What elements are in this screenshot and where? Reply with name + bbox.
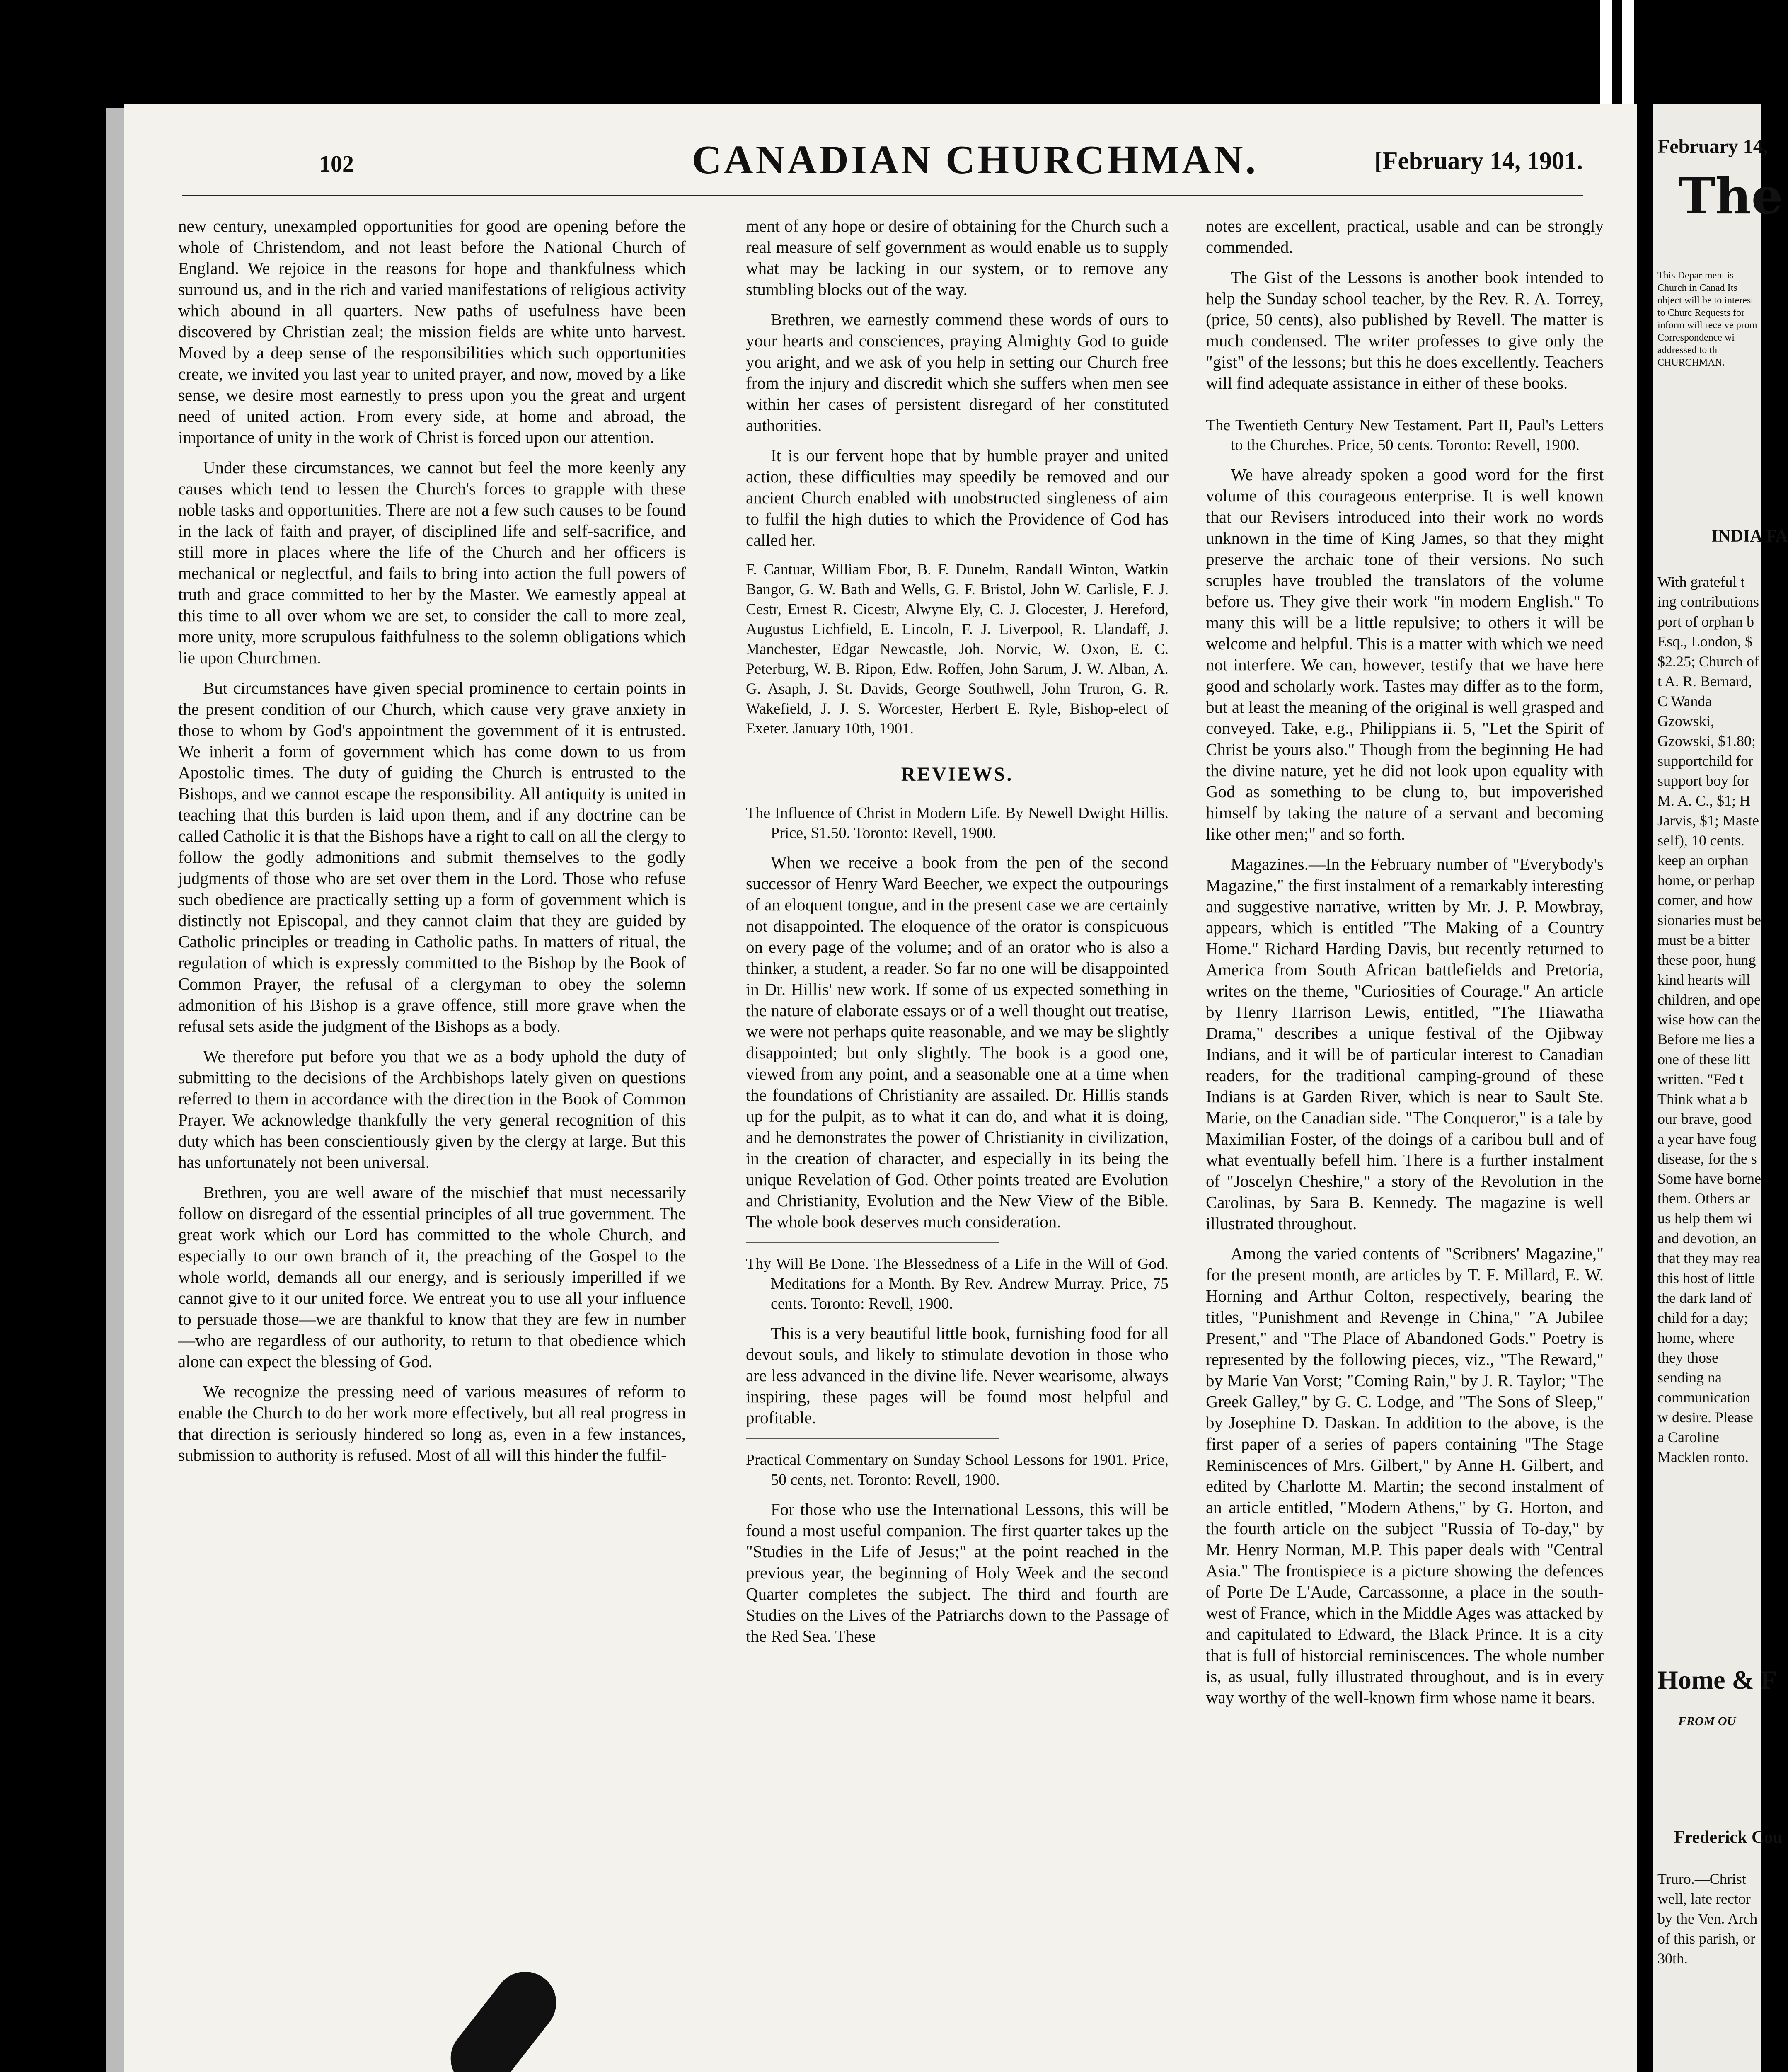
department-notice: This Department is Church in Canad Its object will be to interest to Churc Requests for inform will receive prom Correspondence wi addressed to th CHURCHMAN. xyxy=(1657,270,1757,368)
adjacent-text: With grateful t ing contributions port of orphan b Esq., London, $ $2.25; Church of t A. R. Bernard, C Wanda Gzowski, Gzowski, $1.80; supportchild for support boy for M. A. C., $1; H Jarvis, $1; Maste self), 10 cents. keep an orphan home, or perhap comer, and how sionaries must be must be a bitter these poor, hung kind hearts will children, and ope wise how can the Before me lies a one of these litt written. "Fed t Think what a b our brave, good a year have foug disease, for the s Some have borne them. Others ar us help them wi and devotion, an that they may rea this host of little the dark land of child for a day; home, where they those sending na communication w desire. Please a Caroline Macklen ronto. xyxy=(1657,574,1761,1465)
review-book-title: The Twentieth Century New Testament. Part II, Paul's Letters to the Churches. Price, 50 cents. Toronto: Revell, 1900. xyxy=(1206,416,1604,454)
paragraph: ment of any hope or desire of obtaining for the Church such a real measure of self government as would enable us to supply what may be lacking in our system, or to remove any stumbling blocks out of the way. xyxy=(746,216,1169,299)
header-date: [February 14, 1901. xyxy=(1374,147,1583,174)
divider xyxy=(746,1242,999,1243)
adjacent-page-title: The xyxy=(1678,167,1783,225)
review-text: When we receive a book from the pen of the second successor of Henry Ward Beecher, we expect the outpourings of an eloquent tongue, and in the present case we are certainly not disappointed. The eloquence of the orator is conspicuous on every page of the volume; and of an orator who is also a thinker, a student, a reader. So far no one will be disappointed in Dr. Hillis' new work. If some of us expected something in the nature of elaborate essays or of a well thought out treatise, we were not perhaps quite reasonable, and we may be slightly disappointed; but only slightly. The book is a good one, viewed from any point, and a seasonable one at a time when the foundations of Christianity are assailed. Dr. Hillis stands up for the pulpit, as to what it can do, and what it is doing, and he demonstrates the power of Christianity in civilization, in the creation of character, and especially in its being the unique Revelation of God. Other points treated are Evolution and Christianity, Evolution and the New View of the Bible. The whole book deserves much consideration. xyxy=(746,853,1169,1231)
film-mark xyxy=(1622,0,1634,104)
paragraph: We recognize the pressing need of various measures of reform to enable the Church to do her work more effectively, but all real progress in that direction is seriously hindered so long as, even in a few instances, submission to authority is refused. Most of all will this hinder the fulfil- xyxy=(178,1382,686,1464)
review-text: We have already spoken a good word for the first volume of this courageous enterprise. It is well known that our Revisers introduced into their work no words unknown in the time of King James, so that they might preserve the archaic tone of their versions. No such scruples have troubled the translators of the volume before us. They give their work "in modern English." To many this will be a little repulsive; to others it will be welcome and helpful. This is a matter with which we need not interfere. We can, however, testify that we have here good and scholarly work. Tastes may differ as to the form, but at least the meaning of the original is well grasped and conveyed. Take, e.g., Philippians ii. 5, "Let the Spirit of Christ be yours also." Though from the beginning He had the divine nature, yet he did not look upon equality with God as something to be clung to, but impoverished himself by taking the nature of a servant and becoming like other men;" and so forth. xyxy=(1206,465,1604,843)
header-rule xyxy=(182,195,1583,196)
review-book-title: Thy Will Be Done. The Blessedness of a Life in the Will of God. Meditations for a Month. By Rev. Andrew Murray. Price, 75 cents. Toronto: Revell, 1900. xyxy=(746,1255,1169,1312)
paragraph: The Gist of the Lessons is another book intended to help the Sunday school teacher, by the Rev. R. A. Torrey, (price, 50 cents), also published by Revell. The matter is much condensed. The writer professes to give only the "gist" of the lessons; but this he does excellently. Teachers will find adequate assistance in either of these books. xyxy=(1206,268,1604,392)
paragraph: Under these circumstances, we cannot but feel the more keenly any causes which tend to lessen the Church's forces to grapple with these noble tasks and opportunities. There are not a few such causes to be found in the lack of faith and prayer, of disciplined life and self-sacrifice, and still more in places where the life of the Church and her officers is mechanical or neglectful, and fails to bring into action the full powers of truth and grace committed to her by the Master. We earnestly appeal at this time to all over whom we are set, to consider the call to more zeal, more unity, more scrupulous faithfulness to the solemn obligations which lie upon Churchmen. xyxy=(178,458,686,667)
column-2 xyxy=(746,215,1169,1656)
adjacent-page xyxy=(1653,104,1788,2072)
section-subheading: FROM OU xyxy=(1678,1714,1736,1728)
adjacent-text: Truro.—Christ well, late rector by the Ven. Arch of this parish, or 30th. xyxy=(1657,1871,1758,1967)
page-header xyxy=(182,137,1583,195)
adjacent-page-date: February 14, xyxy=(1657,136,1768,157)
paragraph: notes are excellent, practical, usable and can be strongly commended. xyxy=(1206,216,1604,257)
paragraph: Magazines.—In the February number of "Everybody's Magazine," the first instalment of a remarkably interesting and suggestive narrative, written by Mr. J. P. Mowbray, appears, which is entitled "The Making of a Country Home." Richard Harding Davis, but recently returned to America from South African battlefields and Pretoria, writes on the theme, "Curiosities of Courage." An article by Henry Harrison Lewis, entitled, "The Hiawatha Drama," describes a unique festival of the Ojibway Indians, and it will be of particular interest to Canadian readers, for the traditional camping-ground of these Indians is at Garden River, which is near to Sault Ste. Marie, on the Canadian side. "The Conqueror," is a tale by Maximilian Foster, of the doings of a caribou bull and of what eventually befell him. There is a further instalment of "Joscelyn Cheshire," a story of the Revolution in the Carolinas, by Sara B. Kennedy. The magazine is well illustrated throughout. xyxy=(1206,854,1604,1233)
section-heading: Home & F xyxy=(1657,1665,1777,1694)
paragraph: Brethren, we earnestly commend these words of ours to your hearts and consciences, praying Almighty God to guide you aright, and we ask of you help in setting our Church free from the injury and discredit which she suffers when men see within her cases of persistent disregard of her constituted authorities. xyxy=(746,310,1169,435)
section-heading: INDIA FA xyxy=(1711,527,1788,546)
bishops-signatures: F. Cantuar, William Ebor, B. F. Dunelm, Randall Winton, Watkin Bangor, G. W. Bath and Wells, G. F. Bristol, John W. Carlisle, F. J. Cestr, Ernest R. Cicestr, Alwyne Ely, C. J. Glocester, J. Hereford, Augustus Lichfield, E. Lincoln, F. J. Liverpool, R. Llandaff, J. Manchester, Edgar Newcastle, Joh. Norvic, W. Oxon, E. C. Peterburg, W. B. Ripon, Edw. Roffen, John Sarum, J. W. Alban, A. G. Asaph, J. St. Davids, George Southwell, John Truron, G. R. Wakefield, J. J. S. Worcester, Herbert E. Ryle, Bishop-elect of Exeter. January 10th, 1901. xyxy=(746,561,1169,737)
paragraph: But circumstances have given special prominence to certain points in the present condition of our Church, which cause very grave anxiety in those to whom by God's appointment the government of it is entrusted. We inherit a form of government which has come down to us from Apostolic times. The duty of guiding the Church is entrusted to the Bishops, and we cannot escape the responsibility. All antiquity is united in teaching that this burden is laid upon them, and if any doctrine can be called Catholic it is that the Bishops have a right to call on all the clergy to follow the godly admonitions and submit themselves to the godly judgments of those who are set over them in the Lord. Those who refuse such obedience are practically setting up a form of government which is distinctly not Episcopal, and they cannot claim that they are guided by Catholic principles or treading in Catholic paths. In matters of ritual, the regulation of which is expressly committed to the Bishop by the Book of Common Prayer, the refusal of a clergyman to obey the solemn admonition of his Bishop is a grave offence, still more grave when the refusal sets aside the judgment of the Bishops as a body. xyxy=(178,678,686,1036)
review-text: For those who use the International Lessons, this will be found a most useful companion. The first quarter takes up the "Studies in the Life of Jesus;" at the point reached in the previous year, the beginning of Holy Week and the second Quarter completes the subject. The third and fourth are Studies on the Lives of the Patriarchs down to the Passage of the Red Sea. These xyxy=(746,1500,1169,1646)
divider xyxy=(746,1438,999,1439)
column-1 xyxy=(178,215,686,1475)
review-book-title: Practical Commentary on Sunday School Lessons for 1901. Price, 50 cents, net. Toronto: Revell, 1900. xyxy=(746,1451,1169,1489)
film-mark xyxy=(1600,0,1612,104)
paragraph: We therefore put before you that we as a body uphold the duty of submitting to the decisions of the Archbishops lately given on questions referred to them in accordance with the direction in the Book of Common Prayer. We acknowledge thankfully the very general recognition of this duty which has been conscientiously given by the clergy at large. But this has unfortunately not been universal. xyxy=(178,1047,686,1172)
paragraph: new century, unexampled opportunities for good are opening before the whole of Christendom, and not least before the National Church of England. We rejoice in the reasons for hope and thankfulness which surround us, and in the rich and varied manifestations of religious activity which abound in all quarters. New paths of usefulness have been discovered by Christian zeal; the mission fields are white unto harvest. Moved by a deep sense of the responsibilities which such opportunities create, we invited you last year to united prayer, and now, moved by a like sense, we desire most earnestly to press upon you the great and urgent need of united action. From every side, at home and abroad, the importance of unity in the work of Christ is forced upon our attention. xyxy=(178,216,686,447)
reviews-heading: REVIEWS. xyxy=(901,763,1014,785)
review-book-title: The Influence of Christ in Modern Life. By Newell Dwight Hillis. Price, $1.50. Toronto: Revell, 1900. xyxy=(746,804,1169,842)
paragraph: Brethren, you are well aware of the mischief that must necessarily follow on disregard of the essential principles of all true government. The great work which our Lord has committed to the whole Church, and especially to our own branch of it, the preaching of the Gospel to the whole world, demands all our energy, and is seriously imperilled if we cannot give to it our united force. We entreat you to use all your influence to persuade those—we are thankful to know that they are few in number—who are regardless of our authority, to return to that obedience which alone can expect the blessing of God. xyxy=(178,1183,686,1371)
column-3 xyxy=(1206,215,1604,1717)
paragraph: Among the varied contents of "Scribners' Magazine," for the present month, are articles by T. F. Millard, E. W. Horning and Arthur Colton, respectively, bearing the titles, "Punishment and Revenge in China," "A Jubilee Present," and "The Place of Abandoned Gods." Poetry is represented by the following pieces, viz., "The Reward," by Marie Van Vorst; "Coming Rain," by J. R. Taylor; "The Greek Galley," by G. C. Lodge, and "The Sons of Sleep," by Josephine D. Daskan. In addition to the above, is the first paper of a series of papers containing "The Stage Reminiscences of Mrs. Gilbert," by Anne H. Gilbert, and edited by Charlotte M. Martin; the second instalment of an article entitled, "Modern Athens," by G. Horton, and the fourth article on the subject "Russia of To-day," by Mr. Henry Norman, M.P. This paper deals with "Central Asia." The frontispiece is a picture showing the defences of Porte De L'Aude, Carcassonne, a place in the south-west of France, which in the Middle Ages was attacked by and capitulated to Edward, the Black Prince. It is a city that is full of historcial reminiscences. The whole number is, as usual, fully illustrated throughout, and is in every way worthy of the well-known firm whose name it bears. xyxy=(1206,1244,1604,1707)
review-text: This is a very beautiful little book, furnishing food for all devout souls, and likely to stimulate devotion in those who are less advanced in the divine life. Never wearisome, always inspiring, these pages will be found most helpful and profitable. xyxy=(746,1324,1169,1427)
paragraph: It is our fervent hope that by humble prayer and united action, these difficulties may speedily be removed and our ancient Church enabled with unobstructed singleness of aim to fulfil the high duties to which the Providence of God has called her. xyxy=(746,446,1169,549)
masthead-title: CANADIAN CHURCHMAN. xyxy=(692,138,1258,182)
page-number: 102 xyxy=(319,151,354,177)
diocese-heading: Frederick Cou xyxy=(1674,1828,1783,1847)
